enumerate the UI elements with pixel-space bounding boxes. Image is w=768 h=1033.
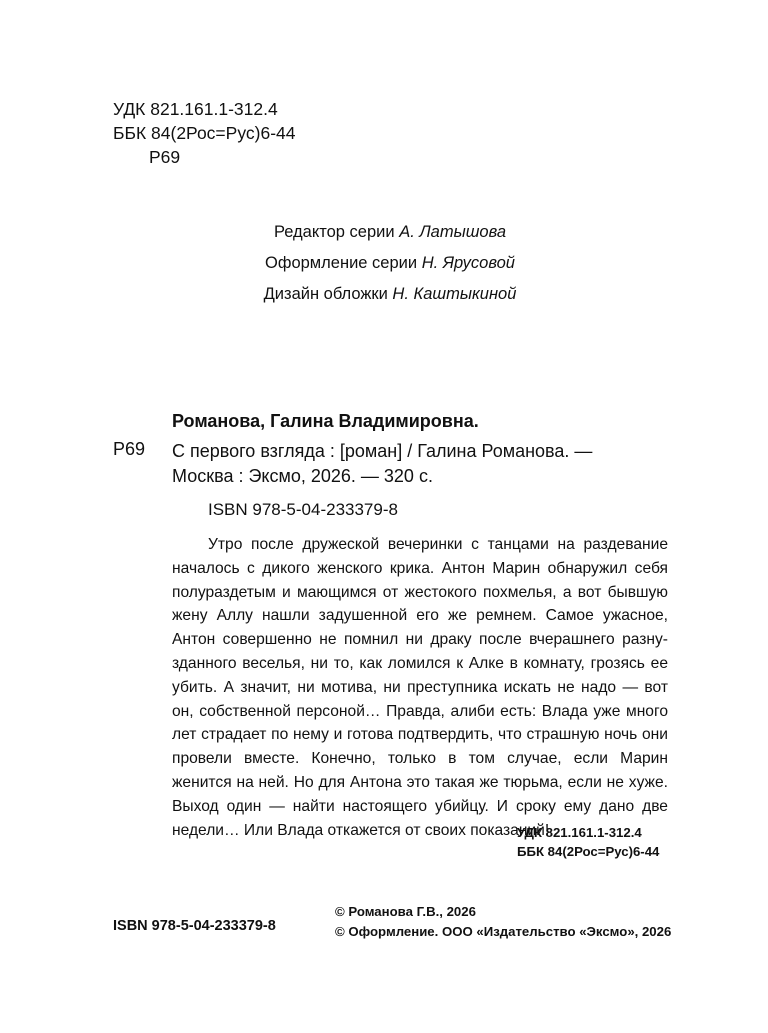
udk-code: УДК 821.161.1-312.4 — [113, 99, 278, 119]
credit-role: Оформление серии — [265, 254, 418, 272]
footer-udk: УДК 821.161.1-312.4 — [517, 825, 642, 840]
title-line: С первого взгляда : [роман] / Галина Романова. — — [172, 441, 593, 461]
credit-name: Н. Каштыкиной — [392, 285, 517, 303]
credit-series-design — [160, 248, 620, 279]
copyright-block — [335, 902, 671, 942]
footer-bbk: ББК 84(2Рос=Рус)6-44 — [517, 844, 660, 859]
credit-cover-design — [160, 279, 620, 310]
copyright-author: © Романова Г.В., 2026 — [335, 904, 476, 919]
footer-codes — [517, 823, 659, 861]
credit-editor — [160, 217, 620, 248]
copyright-design: © Оформление. ООО «Издательство «Эксмо», 2026 — [335, 924, 672, 939]
publication-line: Москва : Эксмо, 2026. — 320 с. — [172, 466, 433, 486]
shelf-mark: Р69 — [113, 439, 146, 459]
bbk-code: ББК 84(2Рос=Рус)6-44 — [113, 123, 296, 143]
author-heading: Романова, Галина Владимировна. — [172, 411, 479, 431]
series-credits — [160, 217, 620, 310]
footer-isbn: ISBN 978-5-04-233379-8 — [113, 918, 276, 934]
credit-role: Редактор серии — [273, 223, 395, 241]
credit-role: Дизайн обложки — [263, 285, 388, 303]
classification-codes — [113, 97, 296, 169]
credit-name: Н. Ярусовой — [421, 254, 515, 272]
credit-name: А. Латышова — [399, 223, 507, 241]
bibliographic-description — [172, 439, 592, 489]
author-mark: Р69 — [149, 147, 181, 167]
annotation-text: Утро после дружеской вечеринки с танцами на раздевание началось с дикого женского крика. Антон Марин обнаружил себя полураздетым и мающимся от жестокого похмелья, а вот бывшую жену Аллу нашли задушенной его же ремнем. Самое ужасное, Антон совершенно не помнил ни драку после вчерашнего разнузданного веселья, ни то, как ломился к Алке в комнату, грозясь ее убить. А значит, ни мотива, ни преступника искать не надо — вот он, собственной персоной… Правда, алиби есть: Влада уже много лет страдает по нему и готова подтвердить, что страшную ночь они провели вместе. Конечно, только в том случае, если Марин женится на ней. Но для Антона это такая же тюрьма, если не хуже. Выход один — найти настоящего убийцу. И сроку ему дано две недели… Или Влада откажется от своих показаний!.. — [172, 536, 668, 839]
isbn: ISBN 978-5-04-233379-8 — [208, 500, 398, 519]
annotation — [172, 533, 668, 842]
